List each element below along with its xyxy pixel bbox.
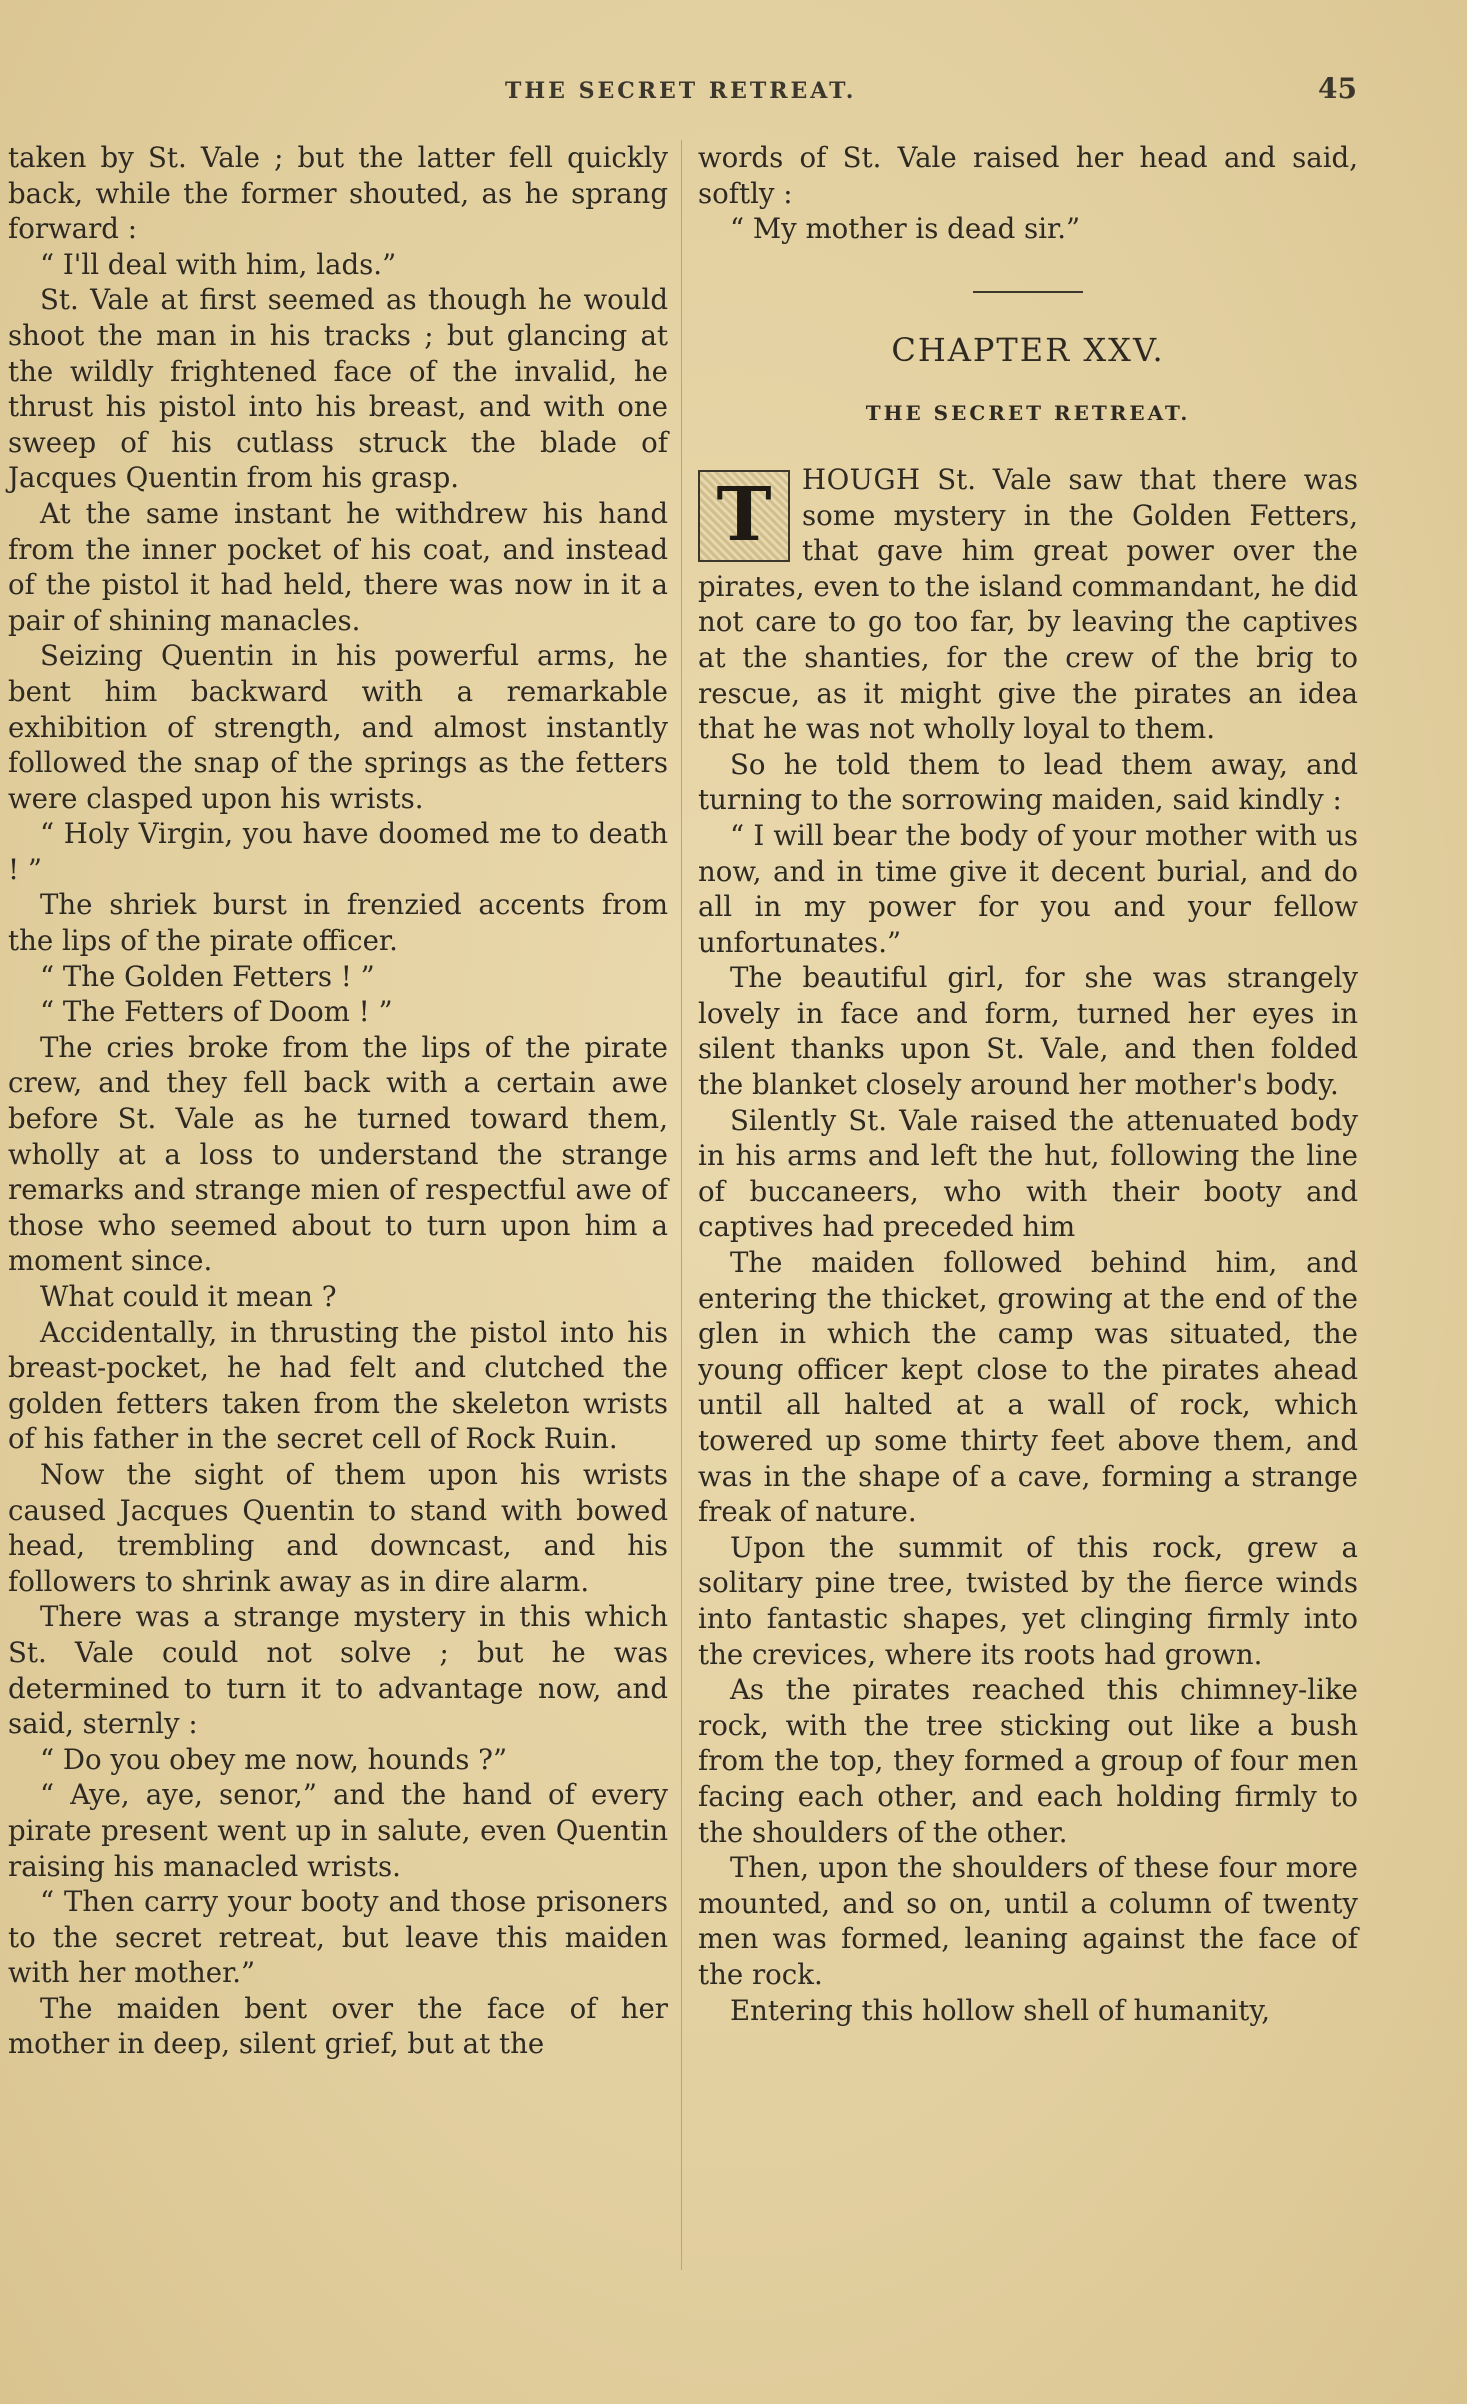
paragraph: Entering this hollow shell of humanity, (730, 1993, 1271, 2027)
paragraph: words of St. Vale raised her head and said, softly : (698, 141, 1358, 210)
chapter-title: CHAPTER XXV. (891, 330, 1165, 369)
paragraph: “ Then carry your booty and those prisoners to the secret retreat, but leave this maiden with her mother.” (8, 1885, 668, 1990)
running-title: THE SECRET RETREAT. (505, 78, 857, 104)
paragraph: Now the sight of them upon his wrists caused Jacques Quentin to stand with bowed head, trembling and downcast, and his followers to shrink away as in dire alarm. (8, 1457, 668, 1598)
paragraph: “ I'll deal with him, lads.” (40, 247, 397, 281)
paragraph: At the same instant he withdrew his hand from the inner pocket of his coat, and instead of the pistol it had held, there was now in it a pair of shining manacles. (8, 496, 668, 637)
paragraph: Accidentally, in thrusting the pistol into his breast-pocket, he had felt and clutched the golden fetters taken from the skeleton wrists of his father in the secret cell of Rock Ruin. (8, 1315, 668, 1456)
column-divider (681, 140, 682, 2270)
right-column (698, 140, 1358, 2028)
paragraph: “ The Fetters of Doom ! ” (40, 995, 393, 1029)
paragraph: What could it mean ? (40, 1280, 337, 1313)
left-column (8, 140, 668, 2062)
opening-word-rest: HOUGH (802, 462, 921, 496)
opening-paragraph-text: St. Vale saw that there was some mystery in the Golden Fetters, that gave him great power over the pirates, even to the island commandant, he did not care to go too far, by leaving the captives at the shanties, for the crew of the brig to rescue, as it might give the pirates an idea that he was not wholly loyal to them. (698, 462, 1358, 746)
paragraph: As the pirates reached this chimney-like rock, with the tree sticking out like a bush from the top, they formed a group of four men facing each other, and each holding firmly to the shoulders of the other. (698, 1673, 1358, 1849)
paragraph: There was a strange mystery in this which St. Vale could not solve ; but he was determined to turn it to advantage now, and said, sternly : (8, 1600, 668, 1741)
paragraph: Seizing Quentin in his powerful arms, he bent him backward with a remarkable exhibition of strength, and almost instantly followed the snap of the springs as the fetters were clasped upon his wrists. (8, 639, 668, 815)
paragraph: The maiden followed behind him, and entering the thicket, growing at the end of the glen in which the camp was situated, the young officer kept close to the pirates ahead until all halted at a wall of rock, which towered up some thirty feet above them, and was in the shape of a cave, forming a strange freak of nature. (698, 1246, 1358, 1529)
drop-cap (698, 470, 790, 562)
paragraph: “ Aye, aye, senor,” and the hand of every pirate present went up in salute, even Quentin raising his manacled wrists. (8, 1778, 668, 1883)
paragraph: St. Vale at first seemed as though he would shoot the man in his tracks ; but glancing at the wildly frightened face of the invalid, he thrust his pistol into his breast, and with one sweep of his cutlass struck the blade of Jacques Quentin from his grasp. (8, 283, 668, 495)
paragraph: So he told them to lead them away, and turning to the sorrowing maiden, said kindly : (698, 747, 1358, 817)
paragraph: The cries broke from the lips of the pirate crew, and they fell back with a certain awe before St. Vale as he turned toward them, wholly at a loss to understand the strange remarks and strange mien of respectful awe of those who seemed about to turn upon him a moment since. (8, 1030, 668, 1278)
section-rule (973, 291, 1083, 293)
paragraph: “ Holy Virgin, you have doomed me to death ! ” (8, 817, 668, 886)
paragraph: taken by St. Vale ; but the latter fell quickly back, while the former shouted, as he sprang forward : (8, 141, 668, 246)
paragraph: “ I will bear the body of your mother with us now, and in time give it decent burial, and do all in my power for you and your fellow unfortunates.” (698, 818, 1358, 959)
paragraph: Then, upon the shoulders of these four more mounted, and so on, until a column of twenty men was formed, leaning against the face of the rock. (698, 1851, 1358, 1991)
paragraph: Silently St. Vale raised the attenuated body in his arms and left the hut, following the line of buccaneers, who with their booty and captives had preceded him (698, 1103, 1358, 1244)
paragraph: “ My mother is dead sir.” (730, 212, 1081, 246)
paragraph: Upon the summit of this rock, grew a solitary pine tree, twisted by the fierce winds into fantastic shapes, yet clinging firmly into the crevices, where its roots had grown. (698, 1530, 1358, 1671)
chapter-subtitle: THE SECRET RETREAT. (865, 401, 1191, 426)
drop-cap-letter: T (716, 472, 772, 559)
paragraph: The beautiful girl, for she was strangely lovely in face and form, turned her eyes in silent thanks upon St. Vale, and then folded the blanket closely around her mother's body. (698, 961, 1358, 1102)
paragraph: “ Do you obey me now, hounds ?” (40, 1742, 508, 1776)
paragraph: The maiden bent over the face of her mother in deep, silent grief, but at the (8, 1991, 668, 2061)
paragraph: The shriek burst in frenzied accents from the lips of the pirate officer. (8, 888, 668, 958)
chapter-opening-paragraph (698, 462, 1358, 747)
page-number: 45 (1318, 72, 1357, 105)
paragraph: “ The Golden Fetters ! ” (40, 959, 375, 993)
running-head (0, 72, 1467, 112)
